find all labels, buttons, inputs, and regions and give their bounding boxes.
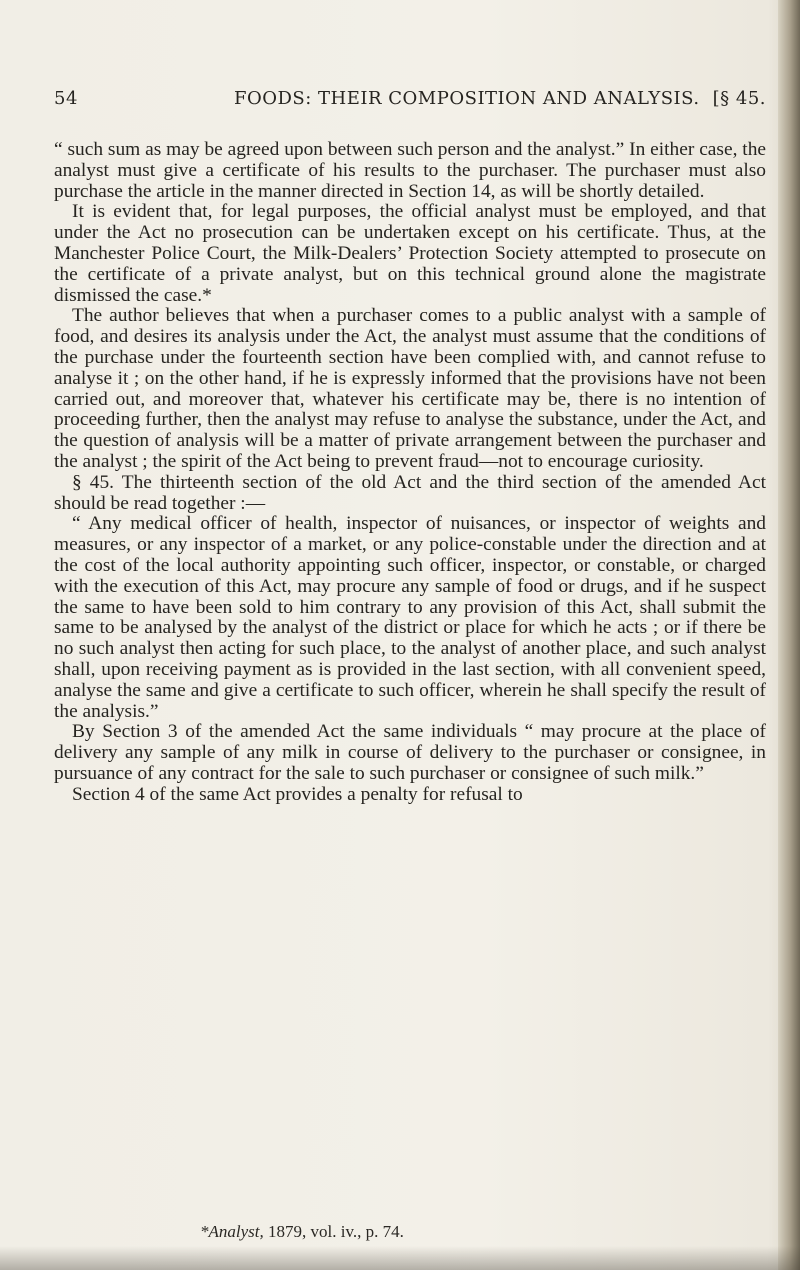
section-marker: [§ 45. <box>712 88 766 109</box>
page-bottom-edge <box>0 1246 800 1270</box>
paragraph: It is evident that, for legal purposes, the official analyst must be employed, and that under the Act no prosecution can be undertaken except on his certificate. Thus, at the Manchester Police Court, the Milk-Dealers’ Protection Society attempted to prosecute on the certificate of a private analyst, but on this technical ground alone the magistrate dismissed the case.* <box>54 201 766 306</box>
footnote <box>200 1222 404 1242</box>
paragraph: “ such sum as may be agreed upon between such person and the analyst.” In either case, the analyst must give a certificate of his results to the purchaser. The purchaser must also purchase the article in the manner directed in Section 14, as will be shortly detailed. <box>54 139 766 202</box>
paragraph: Section 4 of the same Act provides a penalty for refusal to <box>72 783 523 805</box>
page-number: 54 <box>54 88 78 109</box>
paragraph: By Section 3 of the amended Act the same individuals “ may procure at the place of delivery any sample of any milk in course of delivery to the purchaser or consignee, in pursuance of any contract for the sale to such purchaser or consignee of such milk.” <box>54 721 766 784</box>
paragraph: The author believes that when a purchaser comes to a public analyst with a sample of food, and desires its analysis under the Act, the analyst must assume that the conditions of the purchase under the fourteenth section have been complied with, and cannot refuse to analyse it ; on the other hand, if he is expressly informed that the provisions have not been carried out, and moreover that, whatever his certificate may be, there is no intention of proceeding further, then the analyst may refuse to analyse the substance, under the Act, and the question of analysis will be a matter of private arrangement between the purchaser and the analyst ; the spirit of the Act being to prevent fraud—not to encourage curiosity. <box>54 305 766 472</box>
quoted-statute: “ Any medical officer of health, inspector of nuisances, or inspector of weights and measures, or any inspector of a market, or any police-constable under the direction and at the cost of the local authority appointing such officer, inspector, or constable, or charged with the execution of this Act, may procure any sample of food or drugs, and if he suspect the same to have been sold to him contrary to any provision of this Act, shall submit the same to be analysed by the analyst of the district or place for which he acts ; or if there be no such analyst then acting for such place, to the analyst of another place, and such analyst shall, upon receiving payment as is provided in the last section, with all convenient speed, analyse the same and give a certificate to such officer, wherein he shall specify the result of the analysis.” <box>54 513 766 722</box>
body-text <box>54 140 766 806</box>
section-heading-paragraph: § 45. The thirteenth section of the old Act and the third section of the amended Act should be read together :— <box>54 471 766 514</box>
running-title: FOODS: THEIR COMPOSITION AND ANALYSIS. <box>234 88 700 109</box>
footnote-detail: 1879, vol. iv., p. 74. <box>268 1222 404 1241</box>
running-head <box>34 88 774 112</box>
footnote-source: *Analyst, <box>200 1222 264 1241</box>
page-gutter-shadow <box>778 0 800 1270</box>
